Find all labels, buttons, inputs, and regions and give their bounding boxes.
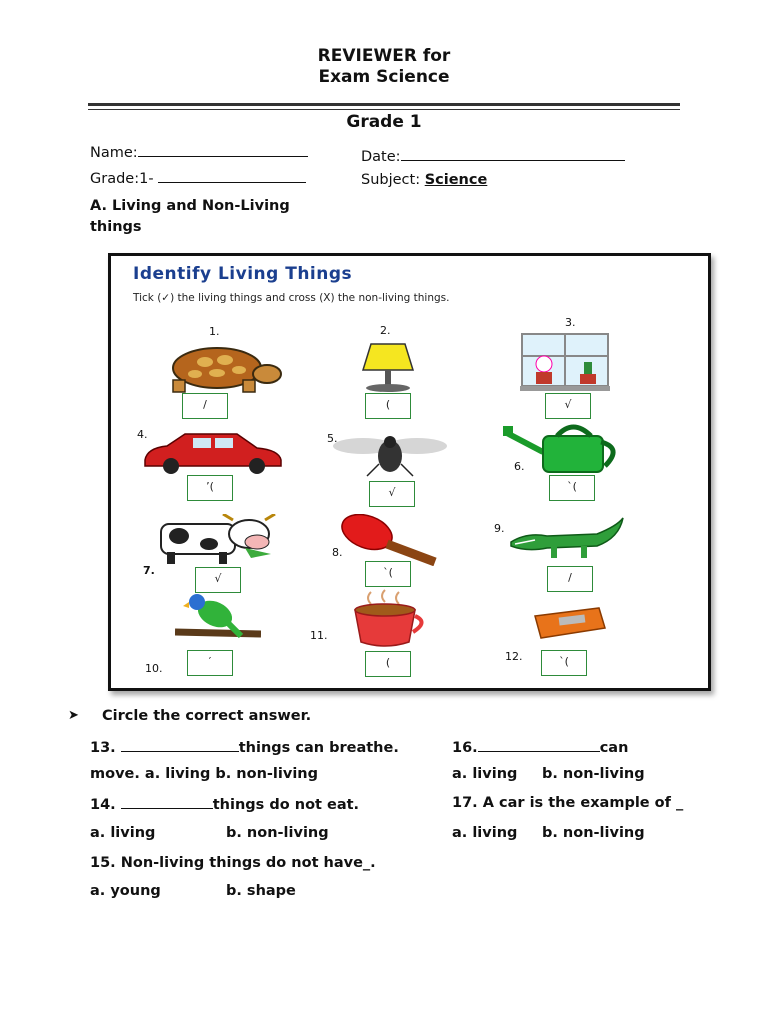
item-number: 9. — [494, 522, 505, 535]
answer-box[interactable]: √ — [195, 567, 241, 593]
item-number: 5. — [327, 432, 338, 445]
q13-blank[interactable] — [121, 738, 239, 752]
worksheet-image — [108, 253, 711, 691]
q16-option-a[interactable]: a. living — [452, 766, 518, 782]
car-picture — [141, 430, 285, 476]
item-number: 6. — [514, 460, 525, 473]
name-label: Name: — [90, 145, 138, 161]
parrot-picture — [175, 592, 261, 644]
sharpener-picture — [529, 606, 609, 642]
q15-option-a[interactable]: a. young — [90, 883, 161, 899]
question-14 — [90, 795, 359, 813]
q14-option-b[interactable]: b. non-living — [226, 825, 329, 841]
grade-field[interactable] — [90, 168, 306, 187]
section-a-heading-2: things — [90, 219, 142, 235]
answer-box[interactable]: ′ — [187, 650, 233, 676]
subject-field — [361, 172, 487, 188]
question-17: 17. A car is the example of _ — [452, 795, 684, 811]
paddle-picture — [339, 514, 439, 566]
answer-box[interactable]: / — [547, 566, 593, 592]
doc-title-line2: Exam Science — [318, 67, 450, 87]
item-number: 1. — [209, 325, 220, 338]
q16-number: 16. — [452, 740, 478, 756]
watering-can-picture — [501, 420, 627, 476]
crocodile-picture — [507, 516, 625, 562]
grade-label: Grade:1- — [90, 171, 154, 187]
q13-number: 13. — [90, 740, 116, 756]
item-number: 10. — [145, 662, 163, 675]
section-a-heading-1: A. Living and Non-Living — [90, 198, 290, 214]
item-number: 4. — [137, 428, 148, 441]
name-blank[interactable] — [138, 142, 308, 157]
q13-options[interactable]: move. a. living b. non-living — [90, 766, 318, 782]
name-field[interactable] — [90, 142, 308, 161]
answer-box[interactable]: ( — [365, 651, 411, 677]
cow-picture — [153, 514, 283, 566]
fly-picture — [331, 432, 449, 478]
question-15: 15. Non-living things do not have_. — [90, 855, 376, 871]
lamp-picture — [359, 340, 419, 394]
item-number: 11. — [310, 629, 328, 642]
q17-option-b[interactable]: b. non-living — [542, 825, 645, 841]
answer-box[interactable]: ˋ( — [541, 650, 587, 676]
answer-box[interactable]: ( — [365, 393, 411, 419]
bullet-arrow-icon: ➤ — [68, 708, 79, 723]
q14-number: 14. — [90, 797, 116, 813]
q16-blank[interactable] — [478, 738, 600, 752]
q16-text: can — [599, 740, 629, 756]
item-number: 12. — [505, 650, 523, 663]
date-field[interactable] — [361, 146, 625, 165]
cup-picture — [349, 588, 427, 650]
answer-box[interactable]: ˋ( — [549, 475, 595, 501]
item-number: 7. — [143, 564, 155, 577]
question-13 — [90, 738, 399, 756]
header-rule-thin — [88, 109, 680, 110]
item-number: 2. — [380, 324, 391, 337]
worksheet-instruction: Tick (✓) the living things and cross (X) the non-living things. — [133, 292, 450, 304]
q15-option-b[interactable]: b. shape — [226, 883, 296, 899]
subject-value: Science — [424, 172, 488, 188]
answer-box[interactable]: / — [182, 393, 228, 419]
answer-box[interactable]: ʼ( — [187, 475, 233, 501]
item-number: 8. — [332, 546, 343, 559]
date-label: Date: — [361, 149, 401, 165]
q14-option-a[interactable]: a. living — [90, 825, 156, 841]
q13-text: things can breathe. — [238, 740, 399, 756]
section-b-instruction: Circle the correct answer. — [102, 708, 312, 724]
header-rule-thick — [88, 103, 680, 106]
window-plants-picture — [518, 332, 612, 392]
q14-blank[interactable] — [121, 795, 213, 809]
worksheet-title: Identify Living Things — [133, 264, 353, 284]
grade-blank[interactable] — [158, 168, 306, 183]
question-16 — [452, 738, 628, 756]
answer-box[interactable]: √ — [545, 393, 591, 419]
answer-box[interactable]: ˋ( — [365, 561, 411, 587]
q17-option-a[interactable]: a. living — [452, 825, 518, 841]
subject-label: Subject: — [361, 172, 421, 188]
grade-title: Grade 1 — [346, 112, 422, 132]
q16-option-b[interactable]: b. non-living — [542, 766, 645, 782]
q14-text: things do not eat. — [212, 797, 360, 813]
answer-box[interactable]: √ — [369, 481, 415, 507]
item-number: 3. — [565, 316, 576, 329]
turtle-picture — [155, 340, 283, 394]
doc-title-line1: REVIEWER for — [317, 46, 451, 66]
date-blank[interactable] — [401, 146, 625, 161]
